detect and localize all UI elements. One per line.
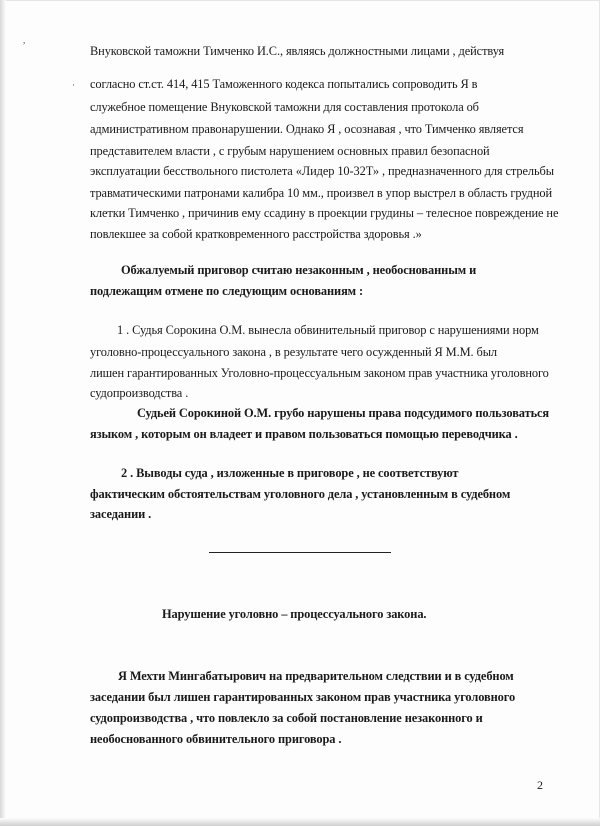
text-line: повлекшее за собой кратковременного расстройства здоровья .» xyxy=(90,227,422,241)
text-line-bold: подлежащим отмене по следующим основаниям : xyxy=(90,284,364,298)
text-line: служебное помещение Внуковской таможни для составления протокола об xyxy=(90,100,479,114)
text-line-bold: необоснованного обвинительного приговора . xyxy=(90,732,342,746)
text-line: административном правонарушении. Однако Я , осознавая , что Тимченко является xyxy=(90,122,524,136)
text-line-bold: языком , которым он владеет и правом пользоваться помощью переводчика . xyxy=(90,427,518,441)
page-number: 2 xyxy=(537,778,543,792)
text-line: 1 . Судья Сорокина О.М. вынесла обвинительный приговор с нарушениями норм xyxy=(117,323,539,337)
text-line-bold: Судьей Сорокиной О.М. грубо нарушены права подсудимого пользоваться xyxy=(137,406,550,420)
text-line-bold: Обжалуемый приговор считаю незаконным , необоснованным и xyxy=(121,263,477,277)
text-line: клетки Тимченко , причинив ему ссадину в проекции грудины – телесное повреждение не xyxy=(90,206,559,220)
text-line-bold: Я Мехти Мингабатырович на предварительном следствии и в судебном xyxy=(118,669,514,683)
text-line-bold: заседании был лишен гарантированных законом прав участника уголовного xyxy=(90,690,516,704)
text-line: представителем власти , с грубым нарушением основных правил безопасной xyxy=(90,144,490,158)
text-line-bold: фактическим обстоятельствам уголовного дела , установленным в судебном xyxy=(90,487,511,501)
section-heading: Нарушение уголовно – процессуального закона. xyxy=(162,607,427,621)
scan-shadow-bottom xyxy=(0,818,600,826)
text-line-bold: 2 . Выводы суда , изложенные в приговоре , не соответствуют xyxy=(121,466,459,480)
scan-shadow-left xyxy=(0,0,6,826)
scan-speck: · xyxy=(72,80,75,90)
text-line: лишен гарантированных Уголовно-процессуальным законом прав участника уголовного xyxy=(90,366,549,380)
scan-speck: , xyxy=(23,35,26,45)
text-line-bold: заседании . xyxy=(90,507,152,521)
text-line: согласно ст.ст. 414, 415 Таможенного кодекса попытались сопроводить Я в xyxy=(90,77,478,91)
text-line: травматическими патронами калибра 10 мм., произвел в упор выстрел в область грудной xyxy=(90,186,552,200)
text-line: эксплуатации бесствольного пистолета «Лидер 10-32Т» , предназначенного для стрельбы xyxy=(90,164,554,178)
horizontal-rule xyxy=(209,552,391,553)
text-line-bold: судопроизводства , что повлекло за собой постановление незаконного и xyxy=(90,711,483,725)
text-line: уголовно-процессуального закона , в результате чего осужденный Я М.М. был xyxy=(90,345,497,359)
text-line: Внуковской таможни Тимченко И.С., являясь должностными лицами , действуя xyxy=(90,44,505,58)
text-line: судопроизводства . xyxy=(90,386,189,400)
